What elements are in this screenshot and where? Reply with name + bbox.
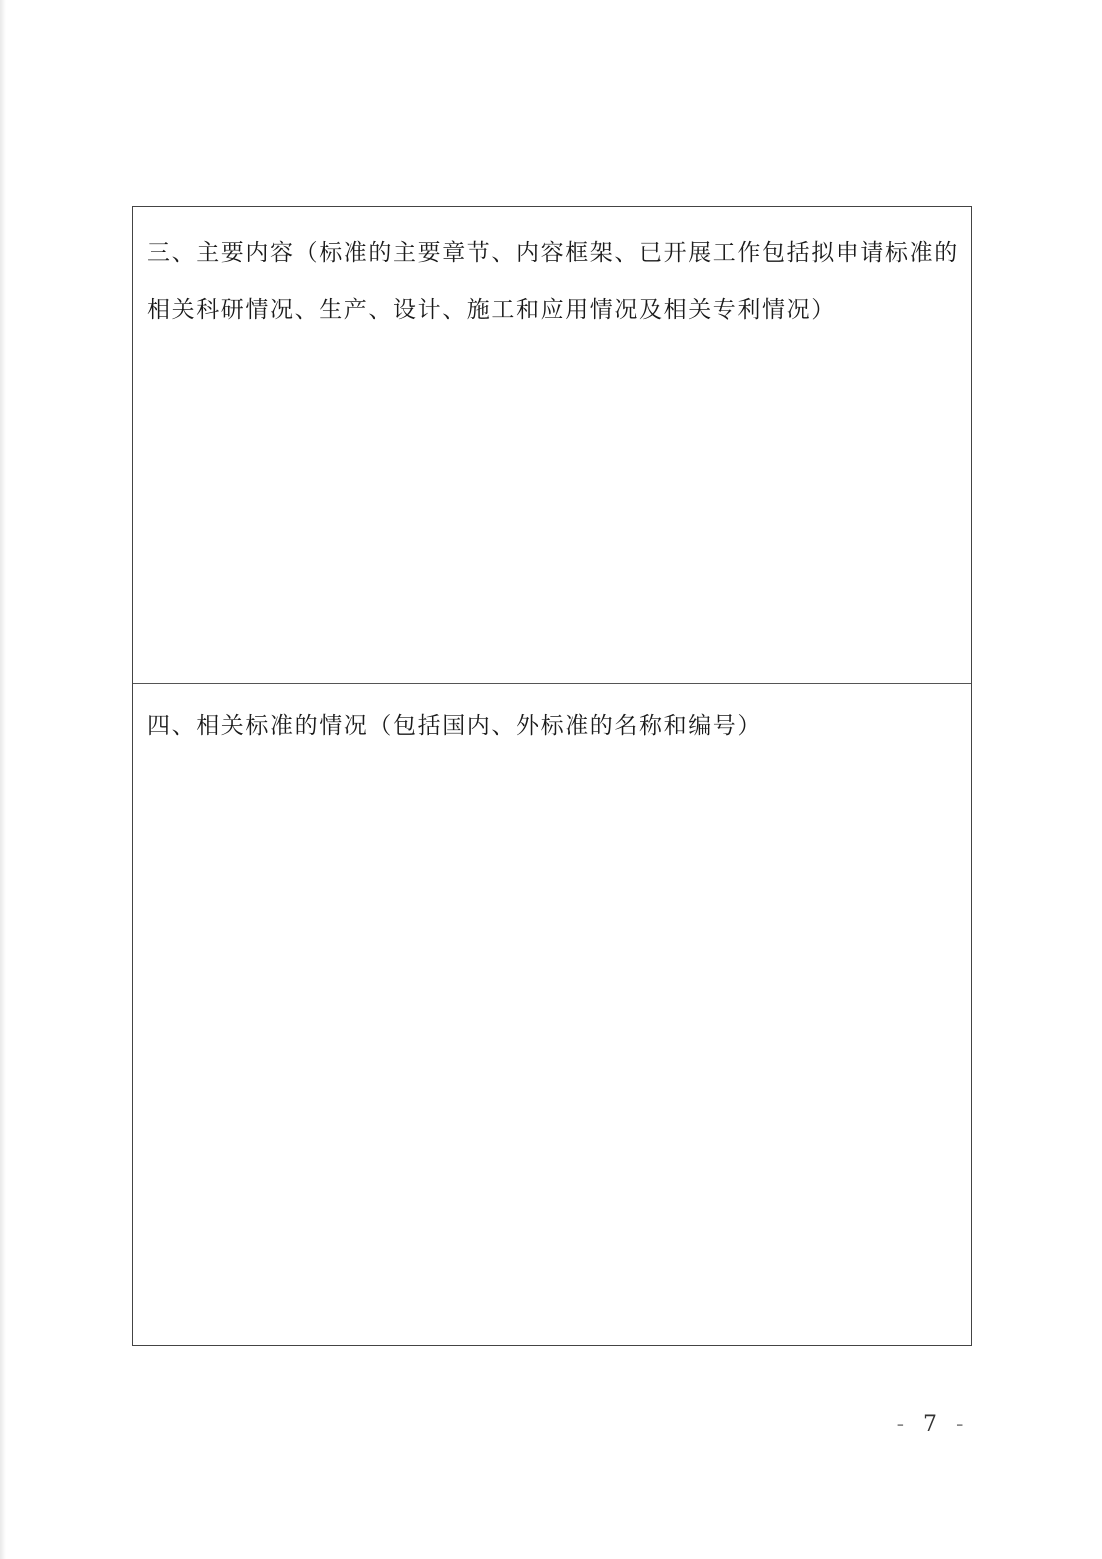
application-form-table: [132, 206, 972, 1346]
section-main-content-heading: 三、主要内容（标准的主要章节、内容框架、已开展工作包括拟申请标准的相关科研情况、生产、设计、施工和应用情况及相关专利情况）: [147, 240, 959, 323]
section-related-standards: [133, 683, 971, 1345]
page-number-dash-left: -: [896, 1412, 910, 1437]
section-main-content: [133, 207, 971, 683]
page-number-value: 7: [923, 1412, 943, 1437]
page-number-dash-right: -: [956, 1412, 970, 1437]
section-related-standards-heading: 四、相关标准的情况（包括国内、外标准的名称和编号）: [147, 713, 762, 739]
page-number: [893, 1412, 973, 1437]
page-edge-shadow: [0, 0, 6, 1559]
